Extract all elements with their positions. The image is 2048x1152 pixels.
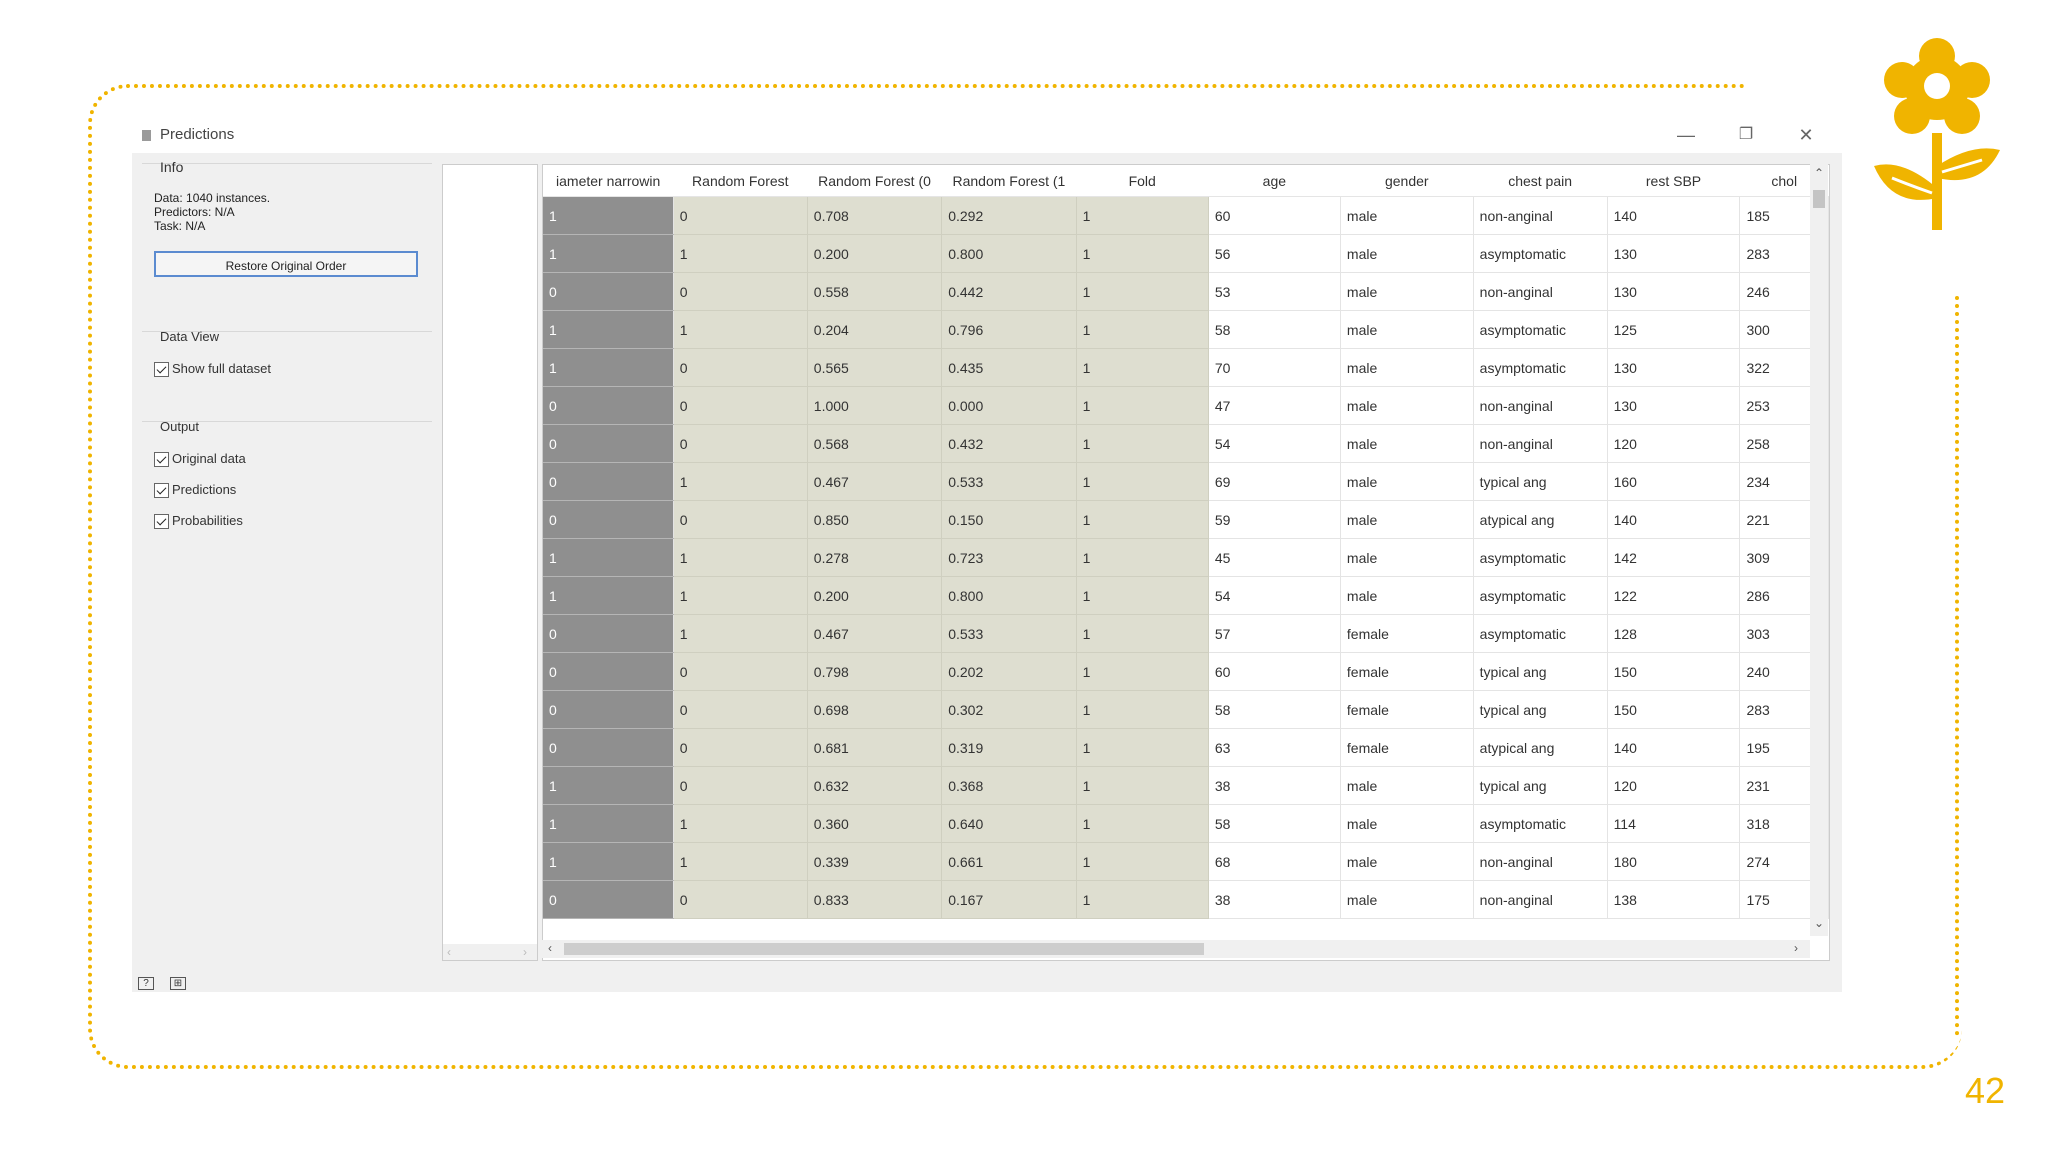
info-title: Info — [160, 159, 184, 175]
table-cell[interactable]: typical ang — [1473, 653, 1607, 691]
table-cell[interactable]: 0.661 — [942, 843, 1076, 881]
table-cell[interactable]: 0 — [543, 881, 673, 919]
table-cell[interactable]: 0.833 — [807, 881, 941, 919]
table-cell[interactable]: 1 — [543, 767, 673, 805]
table-cell[interactable]: 70 — [1208, 349, 1340, 387]
table-cell[interactable]: 221 — [1740, 501, 1829, 539]
table-cell[interactable]: 0.800 — [942, 235, 1076, 273]
column-header[interactable]: gender — [1340, 165, 1473, 197]
table-cell[interactable]: 59 — [1208, 501, 1340, 539]
table-row[interactable] — [543, 425, 1829, 463]
table-cell[interactable]: 0 — [543, 653, 673, 691]
vertical-scroll-thumb[interactable] — [1813, 190, 1825, 208]
column-header[interactable]: rest SBP — [1607, 165, 1740, 197]
table-cell[interactable]: 57 — [1208, 615, 1340, 653]
table-cell[interactable]: male — [1340, 273, 1473, 311]
table-cell[interactable]: 0 — [673, 501, 807, 539]
table-cell[interactable]: 140 — [1607, 501, 1740, 539]
table-cell[interactable]: 0 — [673, 653, 807, 691]
table-row[interactable] — [543, 729, 1829, 767]
table-cell[interactable]: 1 — [543, 843, 673, 881]
column-header[interactable]: Random Forest (0 — [807, 165, 941, 197]
table-cell[interactable]: 1 — [1076, 767, 1208, 805]
table-cell[interactable]: 38 — [1208, 767, 1340, 805]
table-cell[interactable]: 114 — [1607, 805, 1740, 843]
table-cell[interactable]: male — [1340, 387, 1473, 425]
table-cell[interactable]: 0.150 — [942, 501, 1076, 539]
table-cell[interactable]: 303 — [1740, 615, 1829, 653]
table-cell[interactable]: 0.568 — [807, 425, 941, 463]
table-cell[interactable]: 0.368 — [942, 767, 1076, 805]
scroll-right-icon[interactable]: › — [1794, 941, 1798, 955]
minimize-button[interactable]: — — [1677, 125, 1695, 145]
table-cell[interactable]: 47 — [1208, 387, 1340, 425]
table-cell[interactable]: 1 — [673, 577, 807, 615]
table-cell[interactable]: 1 — [543, 235, 673, 273]
table-cell[interactable]: 0.200 — [807, 577, 941, 615]
table-row[interactable] — [543, 501, 1829, 539]
table-row[interactable] — [543, 843, 1829, 881]
table-cell[interactable]: 38 — [1208, 881, 1340, 919]
data-table[interactable] — [542, 164, 1830, 961]
table-cell[interactable]: male — [1340, 843, 1473, 881]
close-button[interactable]: ✕ — [1798, 125, 1814, 145]
column-header[interactable]: chol — [1740, 165, 1829, 197]
table-cell[interactable]: 1 — [1076, 843, 1208, 881]
scroll-up-icon[interactable]: ⌃ — [1814, 166, 1825, 180]
show-full-dataset-label: Show full dataset — [172, 361, 272, 376]
table-cell[interactable]: 240 — [1740, 653, 1829, 691]
table-cell[interactable]: 300 — [1740, 311, 1829, 349]
table-cell[interactable]: 0 — [543, 501, 673, 539]
table-cell[interactable]: 0.000 — [942, 387, 1076, 425]
column-header[interactable]: Fold — [1076, 165, 1208, 197]
info-data: Data: 1040 instances. — [154, 191, 271, 205]
horizontal-scrollbar[interactable] — [542, 940, 1810, 958]
report-icon[interactable]: ⊞ — [170, 977, 186, 990]
table-cell[interactable]: 0 — [673, 729, 807, 767]
table-cell[interactable]: 0.632 — [807, 767, 941, 805]
table-cell[interactable]: 309 — [1740, 539, 1829, 577]
table-cell[interactable]: male — [1340, 767, 1473, 805]
restore-original-order-button[interactable]: Restore Original Order — [154, 251, 418, 277]
table-cell[interactable]: 0.292 — [942, 197, 1076, 235]
header-row — [543, 165, 1829, 197]
table-cell[interactable]: 0.432 — [942, 425, 1076, 463]
info-predictors: Predictors: N/A — [154, 205, 235, 219]
table-cell[interactable]: 130 — [1607, 349, 1740, 387]
output-title: Output — [160, 419, 200, 434]
table-cell[interactable]: 0 — [673, 691, 807, 729]
table-cell[interactable]: 58 — [1208, 805, 1340, 843]
table-cell[interactable]: 258 — [1740, 425, 1829, 463]
table-cell[interactable]: 1 — [1076, 463, 1208, 501]
table-cell[interactable]: 1 — [1076, 881, 1208, 919]
table-cell[interactable]: 1.000 — [807, 387, 941, 425]
table-cell[interactable]: male — [1340, 881, 1473, 919]
table-cell[interactable]: 0 — [543, 387, 673, 425]
table-cell[interactable]: atypical ang — [1473, 501, 1607, 539]
table-cell[interactable]: 0.708 — [807, 197, 941, 235]
table-cell[interactable]: 1 — [1076, 501, 1208, 539]
original-data-checkbox[interactable] — [154, 451, 246, 471]
table-cell[interactable]: 1 — [673, 539, 807, 577]
table-cell[interactable]: 140 — [1607, 729, 1740, 767]
window-icon — [142, 130, 151, 141]
table-cell[interactable]: 120 — [1607, 425, 1740, 463]
table-cell[interactable]: 234 — [1740, 463, 1829, 501]
table-cell[interactable]: 0 — [543, 615, 673, 653]
table-cell[interactable]: 0 — [543, 463, 673, 501]
table-cell[interactable]: 130 — [1607, 273, 1740, 311]
checkbox-icon[interactable] — [154, 362, 169, 377]
table-row[interactable] — [543, 235, 1829, 273]
table-cell[interactable]: 0.467 — [807, 615, 941, 653]
table-cell[interactable]: 0.467 — [807, 463, 941, 501]
table-row[interactable] — [543, 805, 1829, 843]
control-panel — [132, 153, 442, 973]
table-cell[interactable]: 0.558 — [807, 273, 941, 311]
table-row[interactable] — [543, 691, 1829, 729]
table-cell[interactable]: 1 — [1076, 197, 1208, 235]
table-cell[interactable]: non-anginal — [1473, 881, 1607, 919]
table-cell[interactable]: 0.698 — [807, 691, 941, 729]
table-cell[interactable]: 0 — [673, 273, 807, 311]
table-cell[interactable]: 130 — [1607, 235, 1740, 273]
probabilities-checkbox[interactable] — [154, 513, 243, 533]
table-cell[interactable]: 150 — [1607, 653, 1740, 691]
table-cell[interactable]: 150 — [1607, 691, 1740, 729]
table-cell[interactable]: 53 — [1208, 273, 1340, 311]
table-cell[interactable]: atypical ang — [1473, 729, 1607, 767]
column-header[interactable]: age — [1208, 165, 1340, 197]
table-cell[interactable]: 58 — [1208, 311, 1340, 349]
table-cell[interactable]: 1 — [673, 463, 807, 501]
table-row[interactable] — [543, 615, 1829, 653]
restore-window-button[interactable]: ❐ — [1738, 126, 1754, 143]
table-cell[interactable]: 0.723 — [942, 539, 1076, 577]
table-cell[interactable]: 0 — [673, 197, 807, 235]
table-cell[interactable]: asymptomatic — [1473, 235, 1607, 273]
table-cell[interactable]: female — [1340, 729, 1473, 767]
table-cell[interactable]: 0.565 — [807, 349, 941, 387]
table-cell[interactable]: 1 — [543, 805, 673, 843]
table-cell[interactable]: 128 — [1607, 615, 1740, 653]
table-cell[interactable]: 1 — [543, 197, 673, 235]
table-cell[interactable]: 0.850 — [807, 501, 941, 539]
table-cell[interactable]: typical ang — [1473, 691, 1607, 729]
table-row[interactable] — [543, 311, 1829, 349]
column-header[interactable]: chest pain — [1473, 165, 1607, 197]
table-cell[interactable]: asymptomatic — [1473, 805, 1607, 843]
table-cell[interactable]: 122 — [1607, 577, 1740, 615]
table-row[interactable] — [543, 349, 1829, 387]
flower-icon — [1872, 38, 2002, 230]
table-cell[interactable]: non-anginal — [1473, 387, 1607, 425]
table-cell[interactable]: 60 — [1208, 653, 1340, 691]
table-cell[interactable]: 195 — [1740, 729, 1829, 767]
table-cell[interactable]: 56 — [1208, 235, 1340, 273]
vertical-scrollbar[interactable] — [1810, 164, 1828, 936]
table-cell[interactable]: male — [1340, 539, 1473, 577]
table-cell[interactable]: 138 — [1607, 881, 1740, 919]
probabilities-label: Probabilities — [172, 513, 243, 528]
scroll-down-icon[interactable]: ⌄ — [1814, 916, 1825, 930]
table-cell[interactable]: asymptomatic — [1473, 539, 1607, 577]
data-view-title: Data View — [160, 329, 220, 344]
table-cell[interactable]: male — [1340, 235, 1473, 273]
table-cell[interactable]: 0 — [543, 729, 673, 767]
table-cell[interactable]: 1 — [1076, 273, 1208, 311]
scroll-left-icon[interactable]: ‹ — [548, 941, 552, 955]
predictions-label: Predictions — [172, 482, 237, 497]
predictions-hscroll[interactable] — [443, 944, 537, 960]
table-cell[interactable]: male — [1340, 197, 1473, 235]
table-cell[interactable]: 1 — [673, 311, 807, 349]
table-cell[interactable]: male — [1340, 463, 1473, 501]
table-cell[interactable]: asymptomatic — [1473, 615, 1607, 653]
table-cell[interactable]: 1 — [1076, 235, 1208, 273]
table-cell[interactable]: male — [1340, 501, 1473, 539]
table-cell[interactable]: 0 — [673, 767, 807, 805]
table-cell[interactable]: 58 — [1208, 691, 1340, 729]
table-cell[interactable]: typical ang — [1473, 463, 1607, 501]
table-cell[interactable]: 1 — [673, 805, 807, 843]
checkbox-icon[interactable] — [154, 514, 169, 529]
original-data-label: Original data — [172, 451, 246, 466]
table-cell[interactable]: 0.339 — [807, 843, 941, 881]
predictions-pane[interactable] — [442, 164, 538, 961]
table-cell[interactable]: 140 — [1607, 197, 1740, 235]
table-cell[interactable]: 1 — [1076, 653, 1208, 691]
table-cell[interactable]: 0.681 — [807, 729, 941, 767]
table-cell[interactable]: 1 — [1076, 387, 1208, 425]
table-cell[interactable]: 1 — [673, 843, 807, 881]
table-cell[interactable]: 231 — [1740, 767, 1829, 805]
horizontal-scroll-thumb[interactable] — [564, 943, 1204, 955]
table-cell[interactable]: non-anginal — [1473, 843, 1607, 881]
data-grid[interactable] — [543, 165, 1829, 919]
table-cell[interactable]: 0.800 — [942, 577, 1076, 615]
table-cell[interactable]: female — [1340, 653, 1473, 691]
table-cell[interactable]: 0.302 — [942, 691, 1076, 729]
table-cell[interactable]: asymptomatic — [1473, 311, 1607, 349]
table-cell[interactable]: 246 — [1740, 273, 1829, 311]
predictions-window — [132, 117, 1842, 992]
checkbox-icon[interactable] — [154, 452, 169, 467]
table-cell[interactable]: 253 — [1740, 387, 1829, 425]
table-row[interactable] — [543, 539, 1829, 577]
table-cell[interactable]: 0.360 — [807, 805, 941, 843]
table-row[interactable] — [543, 577, 1829, 615]
table-cell[interactable]: non-anginal — [1473, 197, 1607, 235]
table-cell[interactable]: 0.798 — [807, 653, 941, 691]
column-header[interactable]: iameter narrowin — [543, 165, 673, 197]
scroll-right-icon[interactable]: › — [523, 945, 527, 959]
table-cell[interactable]: 125 — [1607, 311, 1740, 349]
table-cell[interactable]: 286 — [1740, 577, 1829, 615]
table-cell[interactable]: 185 — [1740, 197, 1829, 235]
slide-number: 42 — [1965, 1070, 2006, 1111]
table-cell[interactable]: 0.278 — [807, 539, 941, 577]
table-cell[interactable]: 0.533 — [942, 615, 1076, 653]
table-cell[interactable]: female — [1340, 615, 1473, 653]
table-cell[interactable]: 1 — [1076, 425, 1208, 463]
table-cell[interactable]: 0.202 — [942, 653, 1076, 691]
table-row[interactable] — [543, 197, 1829, 235]
table-row[interactable] — [543, 463, 1829, 501]
table-cell[interactable]: non-anginal — [1473, 425, 1607, 463]
table-cell[interactable]: 120 — [1607, 767, 1740, 805]
table-cell[interactable]: 69 — [1208, 463, 1340, 501]
table-cell[interactable]: 1 — [1076, 311, 1208, 349]
table-cell[interactable]: 0.640 — [942, 805, 1076, 843]
table-cell[interactable]: 1 — [543, 349, 673, 387]
table-cell[interactable]: 318 — [1740, 805, 1829, 843]
table-cell[interactable]: 1 — [1076, 805, 1208, 843]
checkbox-icon[interactable] — [154, 483, 169, 498]
table-cell[interactable]: 0.167 — [942, 881, 1076, 919]
table-cell[interactable]: 63 — [1208, 729, 1340, 767]
table-cell[interactable]: 0 — [673, 387, 807, 425]
table-cell[interactable]: typical ang — [1473, 767, 1607, 805]
table-cell[interactable]: 0.435 — [942, 349, 1076, 387]
column-header[interactable]: Random Forest — [673, 165, 807, 197]
show-full-dataset-checkbox[interactable] — [154, 361, 271, 381]
table-cell[interactable]: 142 — [1607, 539, 1740, 577]
table-cell[interactable]: asymptomatic — [1473, 577, 1607, 615]
table-cell[interactable]: female — [1340, 691, 1473, 729]
table-cell[interactable]: 60 — [1208, 197, 1340, 235]
table-cell[interactable]: 68 — [1208, 843, 1340, 881]
table-cell[interactable]: 54 — [1208, 577, 1340, 615]
table-cell[interactable]: 0 — [543, 273, 673, 311]
table-cell[interactable]: asymptomatic — [1473, 349, 1607, 387]
table-cell[interactable]: 0.442 — [942, 273, 1076, 311]
title-bar — [132, 117, 1842, 153]
table-cell[interactable]: 1 — [1076, 577, 1208, 615]
table-cell[interactable]: 283 — [1740, 235, 1829, 273]
table-cell[interactable]: 1 — [1076, 349, 1208, 387]
table-row[interactable] — [543, 653, 1829, 691]
table-row[interactable] — [543, 273, 1829, 311]
table-cell[interactable]: 0.796 — [942, 311, 1076, 349]
table-cell[interactable]: 0 — [543, 691, 673, 729]
table-row[interactable] — [543, 767, 1829, 805]
table-cell[interactable]: 0.319 — [942, 729, 1076, 767]
table-cell[interactable]: 1 — [673, 615, 807, 653]
table-cell[interactable]: male — [1340, 349, 1473, 387]
table-cell[interactable]: 0.533 — [942, 463, 1076, 501]
table-cell[interactable]: non-anginal — [1473, 273, 1607, 311]
table-cell[interactable]: male — [1340, 311, 1473, 349]
table-cell[interactable]: 0 — [543, 425, 673, 463]
table-cell[interactable]: 1 — [1076, 691, 1208, 729]
table-cell[interactable]: 130 — [1607, 387, 1740, 425]
table-cell[interactable]: 274 — [1740, 843, 1829, 881]
table-cell[interactable]: 322 — [1740, 349, 1829, 387]
table-cell[interactable]: male — [1340, 805, 1473, 843]
table-cell[interactable]: 1 — [1076, 615, 1208, 653]
scroll-left-icon[interactable]: ‹ — [447, 945, 451, 959]
table-cell[interactable]: 0 — [673, 425, 807, 463]
table-cell[interactable]: male — [1340, 577, 1473, 615]
window-title: Predictions — [160, 126, 235, 143]
table-row[interactable] — [543, 387, 1829, 425]
table-cell[interactable]: 1 — [1076, 539, 1208, 577]
table-cell[interactable]: male — [1340, 425, 1473, 463]
table-row[interactable] — [543, 881, 1829, 919]
table-cell[interactable]: 0 — [673, 349, 807, 387]
table-cell[interactable]: 54 — [1208, 425, 1340, 463]
table-cell[interactable]: 283 — [1740, 691, 1829, 729]
table-cell[interactable]: 45 — [1208, 539, 1340, 577]
predictions-checkbox[interactable] — [154, 482, 236, 502]
table-cell[interactable]: 0.200 — [807, 235, 941, 273]
table-cell[interactable]: 1 — [673, 235, 807, 273]
slide-frame-right — [1955, 296, 1959, 1036]
table-cell[interactable]: 180 — [1607, 843, 1740, 881]
info-task: Task: N/A — [154, 219, 206, 233]
table-cell[interactable]: 160 — [1607, 463, 1740, 501]
table-cell[interactable]: 0 — [673, 881, 807, 919]
help-icon[interactable]: ? — [138, 977, 154, 990]
table-cell[interactable]: 0.204 — [807, 311, 941, 349]
column-header[interactable]: Random Forest (1 — [942, 165, 1076, 197]
table-cell[interactable]: 1 — [543, 539, 673, 577]
table-cell[interactable]: 175 — [1740, 881, 1829, 919]
table-cell[interactable]: 1 — [1076, 729, 1208, 767]
table-cell[interactable]: 1 — [543, 311, 673, 349]
table-cell[interactable]: 1 — [543, 577, 673, 615]
